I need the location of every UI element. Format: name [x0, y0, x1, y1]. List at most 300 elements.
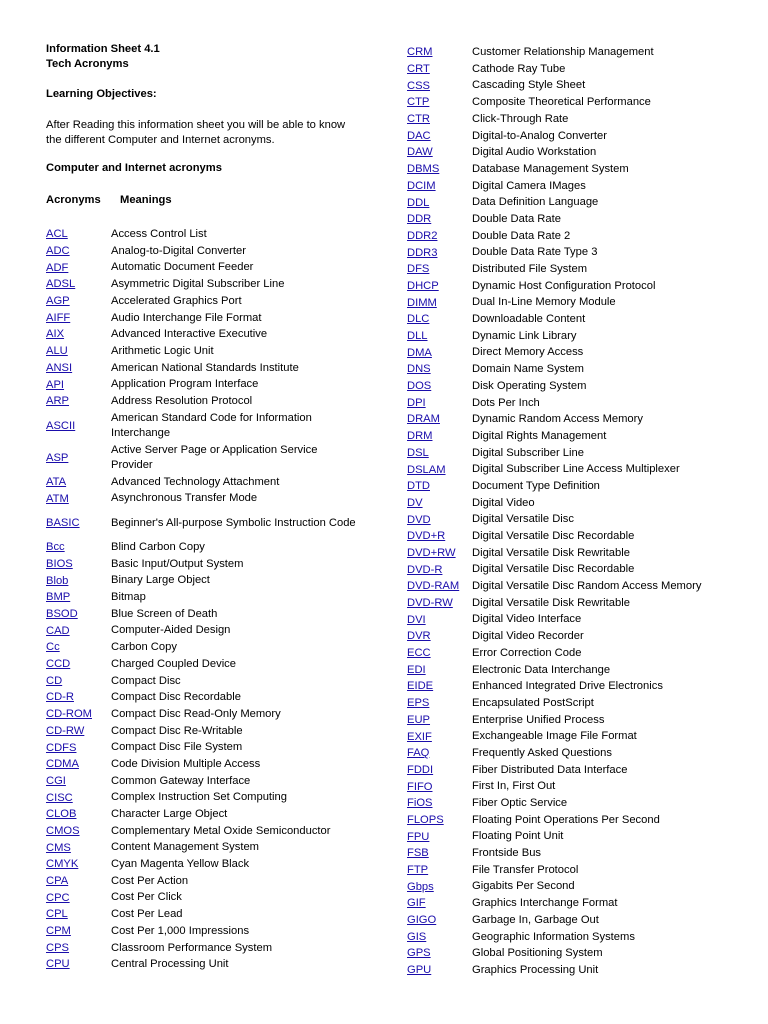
list-item — [407, 328, 757, 345]
acronym-link[interactable]: FiOS — [407, 797, 433, 810]
list-item — [407, 845, 757, 862]
acronym-meaning: Carbon Copy — [111, 641, 177, 654]
list-item — [46, 259, 366, 276]
sheet-title: Information Sheet 4.1 — [46, 43, 160, 55]
acronym-meaning: Digital-to-Analog Converter — [472, 129, 607, 142]
acronym-link[interactable]: CPM — [46, 925, 71, 938]
list-item — [46, 293, 366, 310]
list-item — [407, 161, 757, 178]
acronym-link[interactable]: FLOPS — [407, 813, 444, 826]
acronym-meaning: Digital Subscriber Line — [472, 446, 584, 459]
list-item — [46, 474, 366, 491]
acronym-link[interactable]: CD — [46, 674, 63, 687]
acronym-meaning: Accelerated Graphics Port — [111, 294, 242, 307]
acronym-link[interactable]: DFS — [407, 263, 430, 276]
acronym-meaning: Encapsulated PostScript — [472, 696, 594, 709]
acronym-meaning: Digital Video Interface — [472, 613, 582, 626]
acronym-meaning: Cost Per Lead — [111, 908, 183, 921]
acronym-link[interactable]: ADF — [46, 261, 69, 274]
acronym-link[interactable]: CPU — [46, 958, 70, 971]
list-item — [407, 912, 757, 929]
intro-paragraph: After Reading this information sheet you will be able to know the different Computer and Internet acronyms. — [46, 119, 346, 146]
list-item — [407, 511, 757, 528]
list-item — [407, 678, 757, 695]
acronym-meaning: Cathode Ray Tube — [472, 62, 566, 75]
acronym-meaning: Cost Per Action — [111, 874, 189, 887]
acronym-link[interactable]: GIS — [407, 930, 427, 943]
acronym-link[interactable]: DVD+RW — [407, 546, 456, 559]
acronym-meaning: Compact Disc Read-Only Memory — [111, 707, 281, 720]
list-item — [46, 442, 366, 474]
acronym-link[interactable]: DVR — [407, 630, 431, 643]
acronym-link[interactable]: CD-R — [46, 691, 74, 704]
acronym-meaning: Digital Versatile Disk Rewritable — [472, 546, 630, 559]
acronym-meaning: Double Data Rate Type 3 — [472, 246, 598, 259]
list-item — [407, 194, 757, 211]
list-item — [46, 873, 366, 890]
acronym-link[interactable]: DCIM — [407, 179, 436, 192]
list-item — [46, 507, 366, 539]
acronym-link[interactable]: CGI — [46, 774, 66, 787]
list-item — [407, 294, 757, 311]
list-item — [407, 394, 757, 411]
list-item — [407, 77, 757, 94]
list-item — [46, 906, 366, 923]
acronym-meaning: American Standard Code for Information Interchange — [111, 412, 312, 439]
acronym-link[interactable]: DAC — [407, 129, 431, 142]
acronym-link[interactable]: FIFO — [407, 780, 433, 793]
acronym-link[interactable]: EIDE — [407, 680, 434, 693]
acronym-link[interactable]: ANSI — [46, 361, 73, 374]
column-header-acronyms: Acronyms — [46, 194, 101, 206]
acronym-link[interactable]: ATA — [46, 475, 67, 488]
acronym-meaning: Digital Camera IMages — [472, 179, 586, 192]
acronym-link[interactable]: Blob — [46, 574, 69, 587]
acronym-meaning: Digital Video Recorder — [472, 630, 584, 643]
list-item — [407, 344, 757, 361]
acronym-meaning: Distributed File System — [472, 263, 588, 276]
acronym-link[interactable]: GPS — [407, 947, 431, 960]
acronym-link[interactable]: CMOS — [46, 824, 80, 837]
list-item — [407, 495, 757, 512]
acronym-link[interactable]: CD-ROM — [46, 708, 92, 721]
list-item — [46, 410, 366, 442]
list-item — [407, 728, 757, 745]
list-item — [46, 689, 366, 706]
acronym-link[interactable]: DSLAM — [407, 463, 446, 476]
acronym-link[interactable]: EDI — [407, 663, 426, 676]
list-item — [407, 94, 757, 111]
acronym-meaning: Garbage In, Garbage Out — [472, 913, 599, 926]
list-item — [407, 428, 757, 445]
list-item — [46, 889, 366, 906]
acronym-meaning: Binary Large Object — [111, 574, 210, 587]
list-item — [407, 762, 757, 779]
list-item — [46, 276, 366, 293]
list-item — [46, 856, 366, 873]
list-item — [46, 823, 366, 840]
acronym-meaning: Dynamic Host Configuration Protocol — [472, 279, 656, 292]
acronym-link[interactable]: DDR2 — [407, 229, 438, 242]
column-header-meanings: Meanings — [120, 194, 172, 206]
acronym-link[interactable]: DBMS — [407, 163, 440, 176]
list-item — [407, 478, 757, 495]
acronym-link[interactable]: CPL — [46, 908, 68, 921]
acronym-meaning: Direct Memory Access — [472, 346, 584, 359]
acronym-meaning: Computer-Aided Design — [111, 624, 231, 637]
acronym-meaning: Cost Per Click — [111, 891, 182, 904]
acronym-link[interactable]: ADC — [46, 245, 70, 258]
list-item — [46, 539, 366, 556]
list-item — [46, 773, 366, 790]
acronym-link[interactable]: DDR — [407, 213, 432, 226]
list-item — [407, 44, 757, 61]
acronym-link[interactable]: BMP — [46, 591, 71, 604]
list-item — [46, 376, 366, 393]
acronym-link[interactable]: DVD-RAM — [407, 580, 460, 593]
acronym-meaning: Fiber Distributed Data Interface — [472, 763, 628, 776]
list-item — [407, 445, 757, 462]
acronym-meaning: Floating Point Operations Per Second — [472, 813, 660, 826]
list-item — [46, 589, 366, 606]
acronym-meaning: Dual In-Line Memory Module — [472, 296, 616, 309]
acronym-meaning: First In, First Out — [472, 780, 556, 793]
acronym-meaning: Digital Audio Workstation — [472, 146, 597, 159]
list-item — [407, 595, 757, 612]
acronym-meaning: Automatic Document Feeder — [111, 261, 254, 274]
list-item — [407, 945, 757, 962]
list-item — [407, 578, 757, 595]
acronym-meaning: Compact Disc Recordable — [111, 691, 241, 704]
acronym-link[interactable]: CMS — [46, 841, 71, 854]
list-item — [407, 127, 757, 144]
acronym-link[interactable]: Gbps — [407, 880, 434, 893]
acronym-meaning: Digital Versatile Disc Random Access Memory — [472, 580, 702, 593]
list-item — [407, 211, 757, 228]
acronym-meaning: Blind Carbon Copy — [111, 541, 205, 554]
acronym-link[interactable]: DMA — [407, 346, 432, 359]
acronym-link[interactable]: EUP — [407, 713, 431, 726]
list-item — [46, 326, 366, 343]
list-item — [46, 309, 366, 326]
acronym-meaning: Compact Disc Re-Writable — [111, 724, 243, 737]
acronym-meaning: Enterprise Unified Process — [472, 713, 605, 726]
acronym-meaning: Code Division Multiple Access — [111, 757, 261, 770]
list-item — [46, 343, 366, 360]
list-item — [46, 606, 366, 623]
acronym-link[interactable]: Bcc — [46, 541, 65, 554]
list-item — [407, 411, 757, 428]
acronym-link[interactable]: DTD — [407, 480, 430, 493]
acronym-link[interactable]: BSOD — [46, 608, 78, 621]
list-item — [407, 661, 757, 678]
acronym-meaning: Document Type Definition — [472, 479, 600, 492]
acronym-meaning: Character Large Object — [111, 808, 228, 821]
acronym-meaning: American National Standards Institute — [111, 361, 299, 374]
acronym-link[interactable]: CPS — [46, 941, 70, 954]
acronym-link[interactable]: FDDI — [407, 763, 434, 776]
acronym-link[interactable]: DNS — [407, 363, 431, 376]
acronym-link[interactable]: CPC — [46, 891, 70, 904]
list-item — [407, 261, 757, 278]
list-item — [407, 228, 757, 245]
acronym-link[interactable]: DRAM — [407, 413, 440, 426]
acronym-link[interactable]: ADSL — [46, 278, 76, 291]
acronym-link[interactable]: DSL — [407, 446, 429, 459]
acronym-meaning: Digital Subscriber Line Access Multiplexer — [472, 463, 680, 476]
list-item — [46, 393, 366, 410]
acronym-meaning: Basic Input/Output System — [111, 557, 244, 570]
acronym-link[interactable]: DDL — [407, 196, 430, 209]
list-item — [46, 672, 366, 689]
list-item — [407, 278, 757, 295]
acronym-link[interactable]: EXIF — [407, 730, 432, 743]
acronym-meaning: Active Server Page or Application Service Provider — [111, 444, 318, 471]
acronym-meaning: Dots Per Inch — [472, 396, 540, 409]
list-item — [407, 61, 757, 78]
acronym-meaning: File Transfer Protocol — [472, 863, 579, 876]
list-item — [407, 311, 757, 328]
acronym-meaning: Gigabits Per Second — [472, 880, 575, 893]
list-item — [407, 962, 757, 979]
list-item — [407, 712, 757, 729]
acronym-meaning: Customer Relationship Management — [472, 46, 654, 59]
acronym-meaning: Dynamic Random Access Memory — [472, 413, 643, 426]
list-item — [46, 656, 366, 673]
list-item — [407, 628, 757, 645]
acronym-meaning: Digital Video — [472, 496, 535, 509]
acronym-link[interactable]: CRT — [407, 63, 430, 76]
list-item — [407, 111, 757, 128]
acronym-meaning: Advanced Technology Attachment — [111, 475, 280, 488]
acronym-meaning: Graphics Processing Unit — [472, 963, 599, 976]
list-item — [407, 812, 757, 829]
list-item — [46, 360, 366, 377]
acronym-meaning: Bitmap — [111, 591, 146, 604]
learning-objectives-heading: Learning Objectives: — [46, 88, 157, 100]
acronym-meaning: Electronic Data Interchange — [472, 663, 611, 676]
acronym-meaning: Access Control List — [111, 228, 207, 241]
acronym-link[interactable]: DPI — [407, 396, 426, 409]
acronym-link[interactable]: BIOS — [46, 557, 73, 570]
acronym-link[interactable]: FTP — [407, 864, 429, 877]
acronym-link[interactable]: GIGO — [407, 914, 437, 927]
acronym-meaning: Global Positioning System — [472, 947, 603, 960]
acronym-meaning: Graphics Interchange Format — [472, 897, 618, 910]
list-item — [407, 745, 757, 762]
acronym-meaning: Arithmetic Logic Unit — [111, 344, 214, 357]
right-acronym-list — [407, 44, 757, 979]
list-item — [407, 378, 757, 395]
acronym-link[interactable]: DLL — [407, 330, 428, 343]
acronym-link[interactable]: DVD-RW — [407, 597, 453, 610]
acronym-meaning: Audio Interchange File Format — [111, 311, 262, 324]
list-item — [407, 611, 757, 628]
list-item — [46, 923, 366, 940]
list-item — [407, 695, 757, 712]
list-item — [46, 490, 366, 507]
list-item — [407, 244, 757, 261]
acronym-meaning: Blue Screen of Death — [111, 607, 218, 620]
acronym-link[interactable]: FSB — [407, 847, 429, 860]
acronym-meaning: Asynchronous Transfer Mode — [111, 492, 258, 505]
list-item — [46, 622, 366, 639]
acronym-meaning: Downloadable Content — [472, 313, 586, 326]
acronym-link[interactable]: DDR3 — [407, 246, 438, 259]
acronym-link[interactable]: DVD — [407, 513, 431, 526]
acronym-meaning: Database Management System — [472, 162, 629, 175]
acronym-meaning: Central Processing Unit — [111, 958, 229, 971]
acronym-meaning: Frequently Asked Questions — [472, 746, 612, 759]
acronym-link[interactable]: EPS — [407, 697, 430, 710]
acronym-meaning: Address Resolution Protocol — [111, 394, 253, 407]
list-item — [46, 739, 366, 756]
acronym-link[interactable]: CTP — [407, 96, 430, 109]
acronym-meaning: Cascading Style Sheet — [472, 79, 586, 92]
acronym-link[interactable]: CAD — [46, 624, 70, 637]
acronym-meaning: Fiber Optic Service — [472, 797, 568, 810]
list-item — [407, 895, 757, 912]
list-item — [46, 243, 366, 260]
acronym-meaning: Exchangeable Image File Format — [472, 730, 637, 743]
acronym-link[interactable]: DVI — [407, 613, 426, 626]
acronym-meaning: Cyan Magenta Yellow Black — [111, 858, 250, 871]
acronym-link[interactable]: GIF — [407, 897, 426, 910]
acronym-meaning: Compact Disc — [111, 674, 181, 687]
acronym-meaning: Data Definition Language — [472, 196, 599, 209]
acronym-link[interactable]: DVD+R — [407, 530, 446, 543]
list-item — [407, 561, 757, 578]
acronym-meaning: Error Correction Code — [472, 646, 582, 659]
acronym-meaning: Asymmetric Digital Subscriber Line — [111, 278, 285, 291]
left-acronym-list — [46, 226, 366, 973]
acronym-meaning: Click-Through Rate — [472, 112, 569, 125]
acronym-meaning: Digital Versatile Disk Rewritable — [472, 596, 630, 609]
list-item — [46, 939, 366, 956]
acronym-link[interactable]: DAW — [407, 146, 433, 159]
list-item — [407, 144, 757, 161]
list-item — [407, 862, 757, 879]
acronym-link[interactable]: CPA — [46, 875, 69, 888]
list-item — [46, 789, 366, 806]
acronym-link[interactable]: DV — [407, 496, 423, 509]
acronym-meaning: Digital Versatile Disc Recordable — [472, 530, 635, 543]
acronym-link[interactable]: ATM — [46, 492, 69, 505]
acronym-link[interactable]: ARP — [46, 395, 70, 408]
list-item — [46, 839, 366, 856]
list-item — [407, 828, 757, 845]
acronym-link[interactable]: CDFS — [46, 741, 77, 754]
acronym-meaning: Dynamic Link Library — [472, 329, 577, 342]
acronym-link[interactable]: FAQ — [407, 747, 430, 760]
acronym-meaning: Compact Disc File System — [111, 741, 243, 754]
list-item — [46, 226, 366, 243]
acronym-link[interactable]: FPU — [407, 830, 430, 843]
list-item — [46, 572, 366, 589]
acronym-link[interactable]: AIX — [46, 328, 65, 341]
list-item — [407, 795, 757, 812]
list-item — [407, 528, 757, 545]
list-item — [407, 361, 757, 378]
list-item — [46, 756, 366, 773]
list-item — [407, 778, 757, 795]
acronym-link[interactable]: BASIC — [46, 516, 80, 529]
acronym-meaning: Floating Point Unit — [472, 830, 564, 843]
acronym-meaning: Content Management System — [111, 841, 259, 854]
list-item — [407, 178, 757, 195]
acronym-link[interactable]: ECC — [407, 647, 431, 660]
acronym-meaning: Complementary Metal Oxide Semiconductor — [111, 824, 331, 837]
acronym-link[interactable]: ASCII — [46, 419, 76, 432]
acronym-link[interactable]: DOS — [407, 380, 432, 393]
acronym-link[interactable]: ACL — [46, 228, 68, 241]
acronym-link[interactable]: CLOB — [46, 808, 77, 821]
list-item — [46, 956, 366, 973]
acronym-meaning: Advanced Interactive Executive — [111, 328, 268, 341]
acronym-meaning: Common Gateway Interface — [111, 774, 251, 787]
acronym-link[interactable]: CSS — [407, 79, 431, 92]
acronym-link[interactable]: ALU — [46, 345, 68, 358]
list-item — [46, 706, 366, 723]
list-item — [407, 645, 757, 662]
acronym-link[interactable]: CRM — [407, 46, 433, 59]
acronym-meaning: Double Data Rate 2 — [472, 229, 571, 242]
list-item — [407, 928, 757, 945]
acronym-meaning: Classroom Performance System — [111, 941, 273, 954]
sheet-subtitle: Tech Acronyms — [46, 58, 129, 70]
acronym-meaning: Double Data Rate — [472, 212, 561, 225]
acronym-link[interactable]: DHCP — [407, 279, 439, 292]
list-item — [407, 461, 757, 478]
acronym-meaning: Domain Name System — [472, 363, 584, 376]
acronym-meaning: Disk Operating System — [472, 379, 587, 392]
acronym-link[interactable]: CISC — [46, 791, 73, 804]
list-item — [46, 806, 366, 823]
acronym-meaning: Digital Versatile Disc — [472, 513, 574, 526]
acronym-meaning: Beginner's All-purpose Symbolic Instruction Code — [111, 516, 356, 529]
acronym-link[interactable]: DVD-R — [407, 563, 443, 576]
acronym-link[interactable]: AGP — [46, 295, 70, 308]
acronym-link[interactable]: GPU — [407, 964, 432, 977]
acronym-link[interactable]: CDMA — [46, 758, 79, 771]
acronym-meaning: Geographic Information Systems — [472, 930, 635, 943]
acronym-link[interactable]: API — [46, 378, 65, 391]
acronym-meaning: Digital Versatile Disc Recordable — [472, 563, 635, 576]
section-subheading: Computer and Internet acronyms — [46, 162, 222, 174]
acronym-link[interactable]: DRM — [407, 430, 433, 443]
acronym-meaning: Composite Theoretical Performance — [472, 96, 651, 109]
acronym-link[interactable]: DLC — [407, 313, 430, 326]
list-item — [407, 878, 757, 895]
acronym-meaning: Charged Coupled Device — [111, 657, 237, 670]
acronym-meaning: Cost Per 1,000 Impressions — [111, 924, 250, 937]
acronym-link[interactable]: DIMM — [407, 296, 437, 309]
list-item — [46, 723, 366, 740]
acronym-link[interactable]: CTR — [407, 113, 430, 126]
acronym-meaning: Frontside Bus — [472, 847, 542, 860]
acronym-link[interactable]: CMYK — [46, 858, 79, 871]
list-item — [46, 639, 366, 656]
list-item — [407, 545, 757, 562]
acronym-meaning: Application Program Interface — [111, 378, 259, 391]
acronym-link[interactable]: AIFF — [46, 311, 71, 324]
acronym-meaning: Complex Instruction Set Computing — [111, 791, 287, 804]
list-item — [46, 556, 366, 573]
acronym-link[interactable]: CCD — [46, 658, 71, 671]
acronym-link[interactable]: CD-RW — [46, 724, 85, 737]
acronym-link[interactable]: Cc — [46, 641, 60, 654]
acronym-link[interactable]: ASP — [46, 451, 69, 464]
